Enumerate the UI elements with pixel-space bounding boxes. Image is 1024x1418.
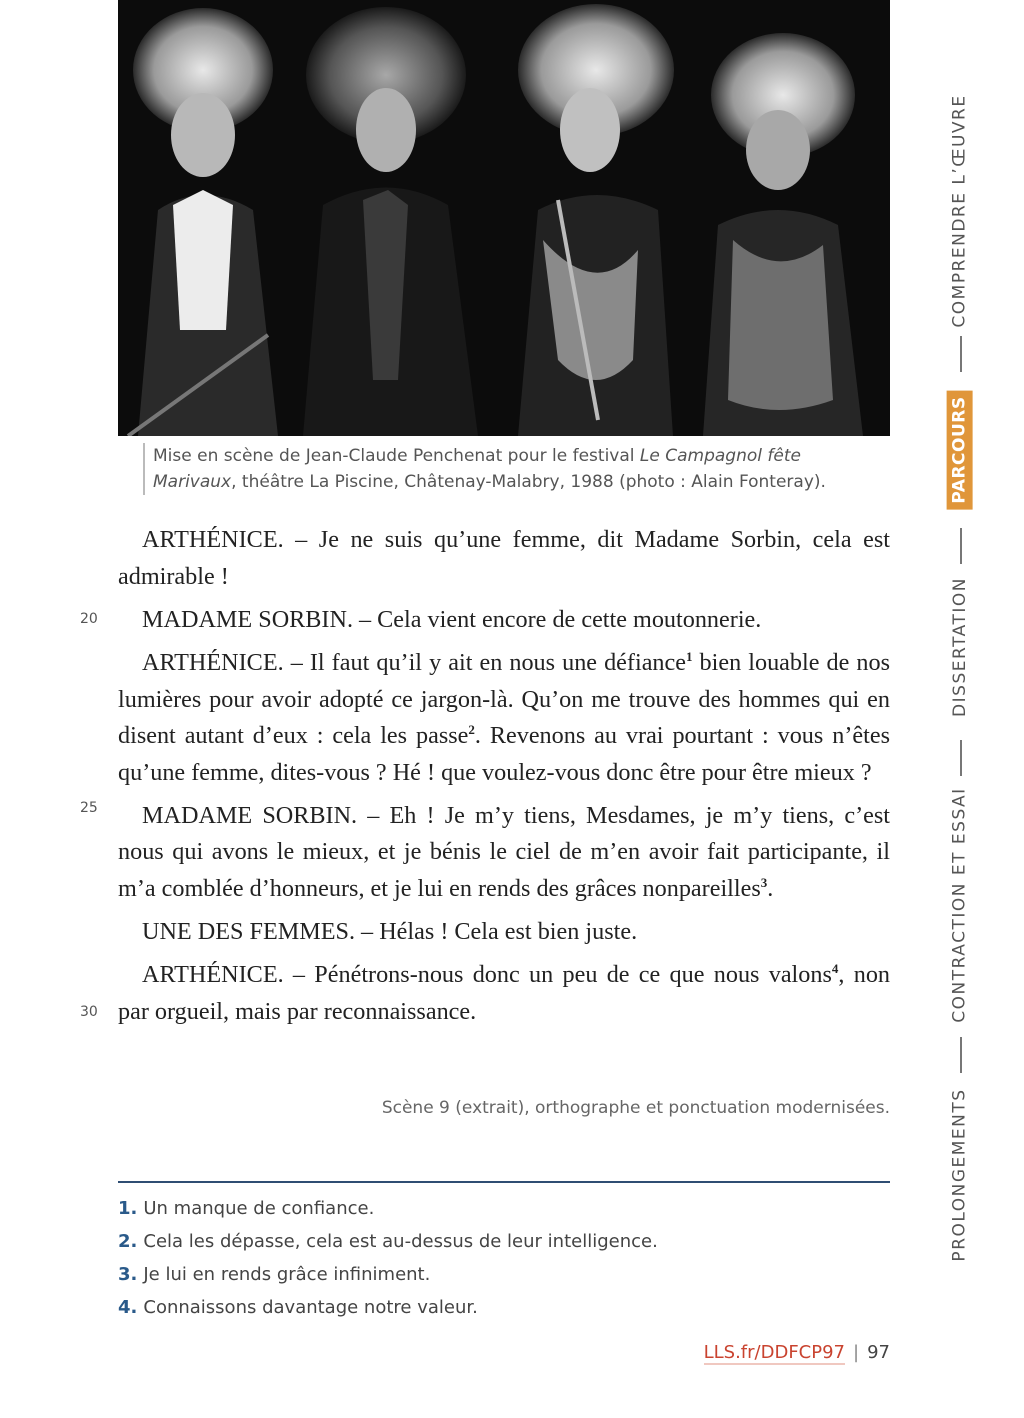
actress-3 — [518, 4, 674, 436]
source-note: Scène 9 (extrait), orthographe et ponctuation modernisées. — [381, 1098, 890, 1118]
paragraph-arthenice-1: ARTHÉNICE. – Je ne suis qu’une femme, dit Madame Sorbin, cela est admirable ! — [118, 526, 890, 590]
paragraph-arthenice-2: ARTHÉNICE. – Il faut qu’il y ait en nous une défiance$^1$ bien louable de nos lumières pour avoir adopté ce jargon-là. Qu’on me trouve des hommes qui en disent autant d’eux : cela les passe$^2$. Revenons au vrai pourtant : vous n’êtes qu’une femme, dites-vous ? Hé ! que voulez-vous donc être pour être mieux ? — [118, 649, 890, 786]
page-footer — [704, 1342, 890, 1363]
line-number-20: 20 — [80, 611, 98, 627]
line-number-25: 25 — [80, 800, 98, 816]
paragraph-sorbin-2: MADAME SORBIN. – Eh ! Je m’y tiens, Mesdames, je m’y tiens, c’est nous qui avons le mieux, et je bénis le ciel de m’en avoir fait participante, il m’a comblée d’honneurs, et je lui en rends des grâces nonpareilles$^3$. — [118, 801, 890, 902]
side-separator — [960, 336, 962, 372]
page-number: 97 — [867, 1342, 890, 1363]
paragraph-sorbin-1: MADAME SORBIN. – Cela vient encore de cette moutonnerie. — [142, 605, 762, 633]
tab-parcours[interactable]: PARCOURS — [940, 380, 980, 520]
line-number-30: 30 — [80, 1004, 98, 1020]
actress-4 — [703, 33, 863, 436]
tab-dissertation[interactable]: DISSERTATION — [950, 577, 970, 717]
footer-link[interactable]: LLS.fr/DDFCP97 — [703, 1342, 846, 1363]
section-side-nav — [940, 80, 980, 1280]
footnote-ref-1[interactable]: 1 — [686, 649, 693, 665]
footnote-ref-3[interactable]: 3 — [760, 874, 768, 890]
side-separator — [960, 528, 962, 564]
footnote-3: 3. Je lui en rends grâce infiniment. — [118, 1264, 431, 1285]
side-separator — [960, 1037, 962, 1073]
side-separator — [960, 740, 962, 776]
footnote-ref-2[interactable]: 2 — [468, 722, 475, 738]
footnotes-divider — [118, 1181, 890, 1183]
footer-separator: | — [853, 1342, 860, 1363]
footnote-4: 4. Connaissons davantage notre valeur. — [118, 1297, 478, 1318]
photo-caption: Mise en scène de Jean-Claude Penchenat pour le festival Le Campagnol fête Marivaux, théâtre La Piscine, Châtenay-Malabry, 1988 (photo : Alain Fonteray). — [143, 443, 853, 495]
play-excerpt — [118, 522, 890, 1037]
tab-prolongements[interactable]: PROLONGEMENTS — [950, 1088, 970, 1262]
tab-comprendre-oeuvre[interactable]: COMPRENDRE L’ŒUVRE — [950, 94, 970, 328]
paragraph-femme: UNE DES FEMMES. – Hélas ! Cela est bien juste. — [142, 918, 638, 946]
footnotes — [118, 1195, 898, 1327]
paragraph-arthenice-3: ARTHÉNICE. – Pénétrons-nous donc un peu de ce que nous valons$^4$, non par orgueil, mais par reconnaissance. — [118, 961, 890, 1025]
tab-contraction-essai[interactable]: CONTRACTION ET ESSAI — [950, 787, 971, 1023]
footnote-1: 1. Un manque de confiance. — [118, 1198, 375, 1219]
stage-photo — [118, 0, 890, 436]
footnote-2: 2. Cela les dépasse, cela est au-dessus de leur intelligence. — [118, 1231, 658, 1252]
footnote-ref-4[interactable]: 4 — [831, 961, 839, 977]
